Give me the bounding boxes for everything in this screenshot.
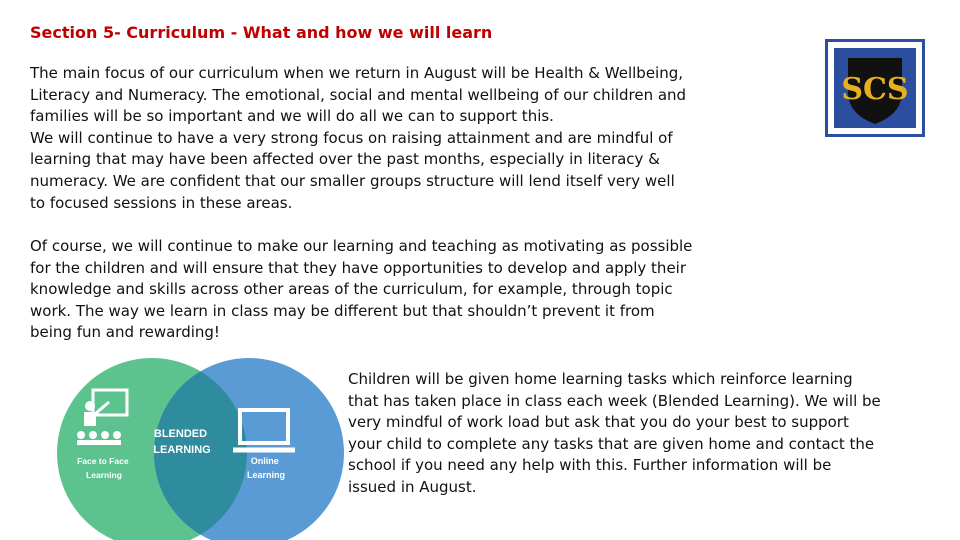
text-line: your child to complete any tasks that are given home and contact the	[348, 434, 875, 453]
svg-text:SCS: SCS	[841, 72, 909, 107]
text-line: very mindful of work load but ask that you do your best to support	[348, 413, 849, 432]
school-logo	[825, 39, 925, 137]
blended-learning-label: BLENDED LEARNING	[153, 428, 211, 456]
text-line: learning that may have been affected over the past months, especially in literacy &	[30, 150, 660, 169]
paragraph-home-learning	[348, 369, 948, 499]
slide-title: Section 5- Curriculum - What and how we will learn	[30, 23, 493, 42]
paragraph-learning-teaching	[30, 236, 790, 344]
text-line: issued in August.	[348, 477, 477, 496]
text-line: to focused sessions in these areas.	[30, 193, 293, 212]
text-line: work. The way we learn in class may be different but that shouldn’t prevent it from	[30, 301, 655, 320]
text-line: school if you need any help with this. Further information will be	[348, 456, 832, 475]
text-line: being fun and rewarding!	[30, 323, 220, 342]
text-line: numeracy. We are confident that our smaller groups structure will lend itself very well	[30, 171, 675, 190]
school-crest-icon	[828, 42, 922, 134]
text-line: Of course, we will continue to make our learning and teaching as motivating as possible	[30, 237, 693, 255]
online-learning-label: Online Learning	[246, 456, 286, 480]
text-line: We will continue to have a very strong focus on raising attainment and are mindful of	[30, 128, 673, 147]
blended-learning-diagram	[57, 358, 344, 540]
text-line: that has taken place in class each week (Blended Learning). We will be	[348, 391, 881, 410]
text-line: The main focus of our curriculum when we return in August will be Health & Wellbeing,	[30, 64, 684, 82]
paragraph-curriculum-focus	[30, 63, 790, 214]
text-line: families will be so important and we will do all we can to support this.	[30, 107, 554, 126]
text-line: Children will be given home learning tasks which reinforce learning	[348, 370, 853, 388]
face-to-face-label: Face to Face Learning	[77, 456, 129, 480]
text-line: knowledge and skills across other areas of the curriculum, for example, through topic	[30, 280, 673, 299]
text-line: Literacy and Numeracy. The emotional, social and mental wellbeing of our children and	[30, 85, 687, 104]
text-line: for the children and will ensure that they have opportunities to develop and apply their	[30, 258, 687, 277]
